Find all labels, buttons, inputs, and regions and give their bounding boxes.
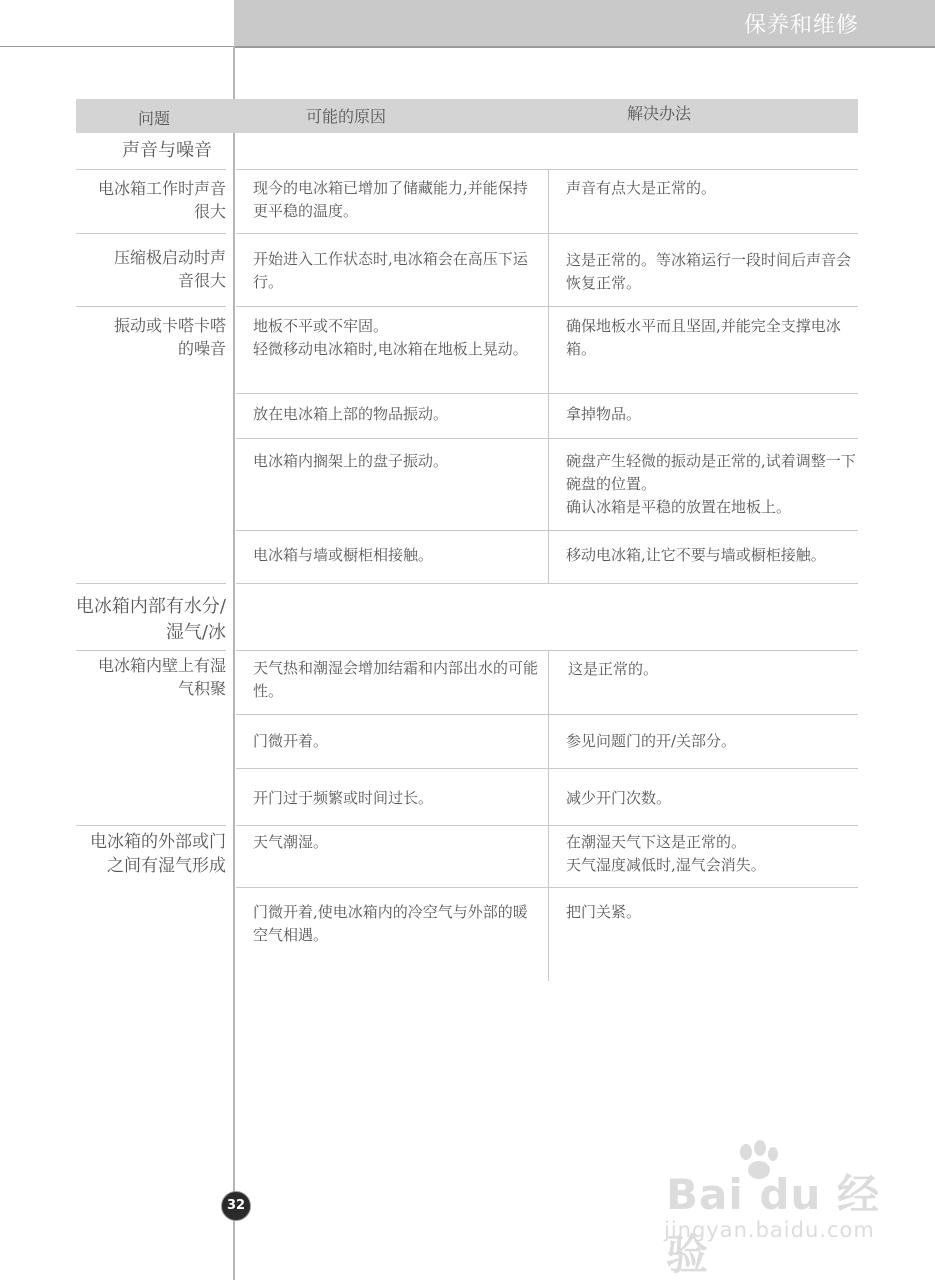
- column-divider: [548, 169, 549, 583]
- divider: [76, 233, 226, 234]
- solution-cell: 声音有点大是正常的。: [566, 179, 717, 197]
- divider: [236, 768, 858, 769]
- cause-cell: 地板不平或不牢固。 轻微移动电冰箱时,电冰箱在地板上晃动。: [253, 317, 528, 358]
- divider: [76, 650, 226, 651]
- watermark-url: jingyan.baidu.com: [664, 1218, 875, 1242]
- problem-cell: 电冰箱内壁上有湿 气积聚: [97, 656, 226, 698]
- cause-cell: 天气潮湿。: [253, 833, 329, 851]
- divider: [76, 583, 226, 584]
- solution-cell: 这是正常的。等冰箱运行一段时间后声音会恢复正常。: [566, 251, 852, 292]
- solution-cell: 参见问题门的开/关部分。: [566, 732, 737, 750]
- solution-cell: 把门关紧。: [566, 903, 642, 921]
- divider: [76, 306, 226, 307]
- section-title-noise: 声音与噪音: [122, 140, 212, 161]
- column-divider: [548, 651, 549, 981]
- column-header-solution: 解决办法: [627, 104, 692, 123]
- cause-cell: 门微开着,使电冰箱内的冷空气与外部的暖空气相遇。: [253, 903, 528, 944]
- divider: [236, 306, 858, 307]
- watermark-logo: Bai du 经验: [666, 1170, 880, 1279]
- margin-rule: [233, 46, 235, 1280]
- section-title-moisture: 电冰箱内部有水分/ 湿气/冰: [75, 596, 226, 643]
- divider: [236, 438, 858, 439]
- cause-cell: 门微开着。: [253, 732, 329, 750]
- column-header-cause: 可能的原因: [306, 107, 387, 126]
- cause-cell: 电冰箱与墙或橱柜相接触。: [253, 546, 434, 564]
- cause-cell: 天气热和潮湿会增加结霜和内部出水的可能性。: [253, 659, 539, 700]
- solution-cell: 拿掉物品。: [566, 405, 642, 423]
- table-header: [76, 99, 858, 133]
- problem-cell: 压缩极启动时声 音很大: [113, 248, 226, 290]
- divider: [236, 825, 858, 826]
- solution-cell: 碗盘产生轻微的振动是正常的,试着调整一下碗盘的位置。 确认冰箱是平稳的放置在地板上。: [566, 452, 856, 516]
- divider: [236, 650, 858, 651]
- solution-cell: 这是正常的。: [568, 660, 659, 678]
- problem-cell: 电冰箱的外部或门 之间有湿气形成: [90, 832, 226, 876]
- divider: [76, 169, 226, 170]
- cause-cell: 现今的电冰箱已增加了储藏能力,并能保持更平稳的温度。: [253, 179, 528, 220]
- cause-cell: 开始进入工作状态时,电冰箱会在高压下运行。: [253, 250, 528, 291]
- solution-cell: 确保地板水平而且坚固,并能完全支撑电冰箱。: [566, 317, 841, 358]
- divider: [236, 714, 858, 715]
- divider: [236, 393, 858, 394]
- watermark: [660, 1140, 890, 1279]
- solution-cell: 在潮湿天气下这是正常的。 天气湿度减低时,湿气会消失。: [566, 833, 766, 874]
- divider: [236, 233, 858, 234]
- problem-cell: 振动或卡嗒卡嗒 的噪音: [113, 316, 226, 358]
- solution-cell: 减少开门次数。: [566, 789, 672, 807]
- cause-cell: 开门过于频繁或时间过长。: [253, 789, 434, 807]
- divider: [76, 825, 226, 826]
- header-bar: [234, 0, 935, 48]
- solution-cell: 移动电冰箱,让它不要与墙或橱柜接触。: [566, 546, 826, 564]
- problem-cell: 电冰箱工作时声音 很大: [97, 179, 226, 221]
- divider: [236, 530, 858, 531]
- divider: [236, 169, 858, 170]
- divider: [236, 887, 858, 888]
- page-title: 保养和维修: [743, 13, 859, 38]
- header-rule: [0, 46, 234, 47]
- column-header-problem: 问题: [138, 109, 171, 128]
- cause-cell: 放在电冰箱上部的物品振动。: [253, 405, 449, 423]
- page-number-badge: 32: [221, 1191, 251, 1221]
- divider: [236, 583, 858, 584]
- cause-cell: 电冰箱内搁架上的盘子振动。: [253, 452, 449, 470]
